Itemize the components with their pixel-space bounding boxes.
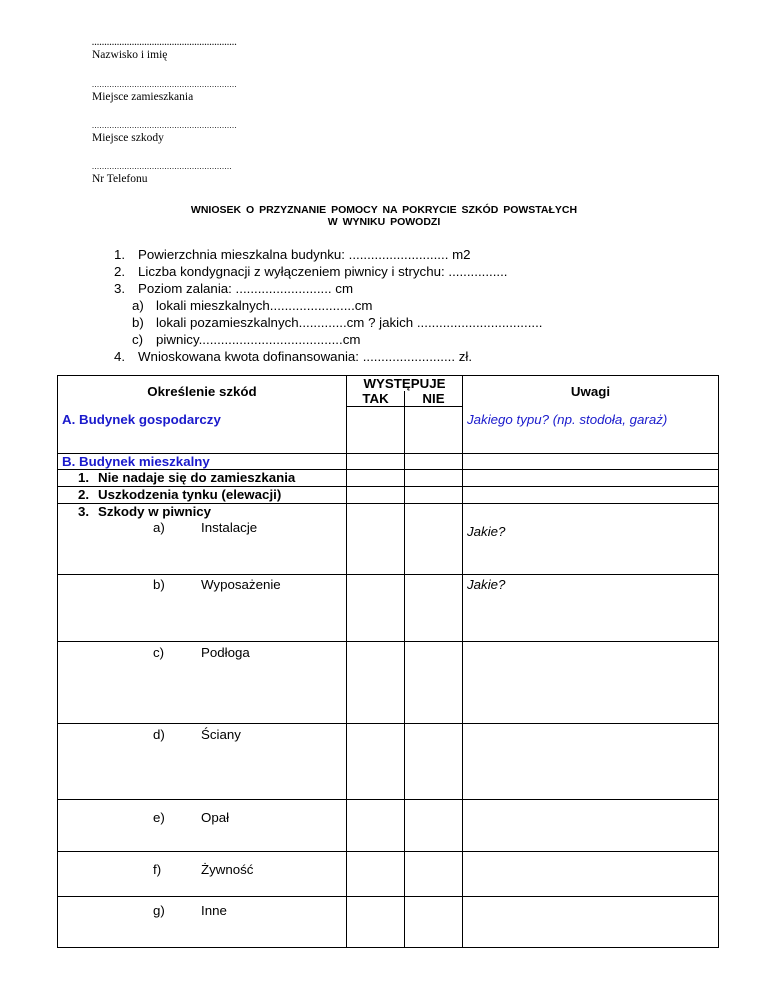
table-row-b1 — [58, 470, 719, 487]
basement-cell — [58, 504, 347, 575]
field-damage-place — [92, 121, 237, 145]
question-list — [114, 246, 542, 365]
fill-line: .......................................................... — [92, 121, 237, 130]
question-item — [114, 280, 542, 297]
question-item — [114, 263, 542, 280]
no-cell[interactable] — [405, 487, 463, 504]
header-occurs-label: WYSTĘPUJE — [363, 376, 446, 391]
no-cell[interactable] — [405, 724, 463, 800]
header-yes-no — [347, 391, 462, 406]
yes-cell[interactable] — [347, 487, 405, 504]
table-header-row — [58, 376, 719, 407]
field-phone — [92, 162, 232, 186]
notes-cell[interactable] — [463, 897, 719, 948]
header-no: NIE — [404, 391, 462, 406]
notes-cell[interactable] — [463, 470, 719, 487]
basement-cell: g) Inne — [58, 897, 347, 948]
yes-cell[interactable] — [347, 454, 405, 470]
header-occurs — [347, 376, 463, 407]
question-number: 4. — [114, 349, 126, 364]
table-row-section-a — [58, 407, 719, 454]
document-title — [0, 204, 768, 228]
field-label: Nazwisko i imię — [92, 49, 168, 61]
basement-item: a) Instalacje — [153, 520, 258, 535]
notes-cell[interactable] — [463, 575, 719, 642]
table-row-basement-d — [58, 724, 719, 800]
question-number: 2. — [114, 264, 126, 279]
no-cell[interactable] — [405, 642, 463, 724]
flood-level-letter: c) — [132, 332, 144, 347]
notes-cell[interactable] — [463, 487, 719, 504]
yes-cell[interactable] — [347, 800, 405, 852]
field-name — [92, 38, 237, 62]
no-cell[interactable] — [405, 575, 463, 642]
yes-cell[interactable] — [347, 407, 405, 454]
no-cell[interactable] — [405, 800, 463, 852]
yes-cell[interactable] — [347, 724, 405, 800]
fill-line: .......................................................... — [92, 80, 237, 89]
table-row-basement-e — [58, 800, 719, 852]
note-text: Jakie? — [467, 577, 506, 592]
no-cell[interactable] — [405, 852, 463, 897]
section-b-item: 3. Szkody w piwnicy — [78, 504, 212, 519]
field-label: Nr Telefonu — [92, 173, 148, 185]
basement-cell: c) Podłoga — [58, 642, 347, 724]
table-row-b2 — [58, 487, 719, 504]
no-cell[interactable] — [405, 454, 463, 470]
field-label: Miejsce szkody — [92, 132, 164, 144]
basement-cell: e) Opał — [58, 800, 347, 852]
question-text: Liczba kondygnacji z wyłączeniem piwnicy i strychu: ................ — [138, 264, 508, 279]
header-yes: TAK — [362, 391, 389, 406]
section-b-label: B. Budynek mieszkalny — [58, 454, 347, 470]
flood-level-letter: a) — [132, 298, 144, 313]
table-row-basement-c — [58, 642, 719, 724]
fill-line: ........................................................ — [92, 162, 232, 171]
section-b-item: 1. Nie nadaje się do zamieszkania — [58, 470, 347, 487]
flood-level-item — [114, 331, 542, 348]
table-row-basement-g — [58, 897, 719, 948]
basement-cell: f) Żywność — [58, 852, 347, 897]
question-item — [114, 246, 542, 263]
question-number: 1. — [114, 247, 126, 262]
field-residence — [92, 80, 237, 104]
flood-level-letter: b) — [132, 315, 144, 330]
table-row-basement-a — [58, 504, 719, 575]
yes-cell[interactable] — [347, 897, 405, 948]
notes-cell[interactable] — [463, 724, 719, 800]
title-line-2: W WYNIKU POWODZI — [327, 216, 441, 228]
notes-cell[interactable] — [463, 642, 719, 724]
yes-cell[interactable] — [347, 470, 405, 487]
flood-level-text: piwnicy.......................................cm — [156, 332, 361, 347]
question-text: Powierzchnia mieszkalna budynku: ........................... m2 — [138, 247, 471, 262]
field-label: Miejsce zamieszkania — [92, 91, 194, 103]
question-item — [114, 348, 542, 365]
no-cell[interactable] — [405, 470, 463, 487]
no-cell[interactable] — [405, 897, 463, 948]
note-text: Jakie? — [467, 524, 506, 539]
notes-cell[interactable] — [463, 454, 719, 470]
damage-table — [57, 375, 719, 948]
question-number: 3. — [114, 281, 126, 296]
no-cell[interactable] — [405, 504, 463, 575]
question-text: Wnioskowana kwota dofinansowania: ......................... zł. — [138, 349, 473, 364]
table-row-basement-f — [58, 852, 719, 897]
flood-level-text: lokali pozamieszkalnych.............cm ? jakich .................................. — [156, 315, 543, 330]
header-damage: Określenie szkód — [58, 376, 347, 407]
fill-line: .......................................................... — [92, 38, 237, 47]
yes-cell[interactable] — [347, 642, 405, 724]
yes-cell[interactable] — [347, 852, 405, 897]
header-notes: Uwagi — [463, 376, 719, 407]
notes-cell[interactable] — [463, 504, 719, 575]
section-a-note: Jakiego typu? (np. stodoła, garaż) — [463, 407, 719, 454]
question-text: Poziom zalania: .......................... cm — [138, 281, 354, 296]
title-line-1: WNIOSEK O PRZYZNANIE POMOCY NA POKRYCIE SZKÓD POWSTAŁYCH — [190, 204, 578, 216]
yes-cell[interactable] — [347, 504, 405, 575]
yes-cell[interactable] — [347, 575, 405, 642]
notes-cell[interactable] — [463, 800, 719, 852]
section-b-item: 2. Uszkodzenia tynku (elewacji) — [58, 487, 347, 504]
no-cell[interactable] — [405, 407, 463, 454]
basement-cell: b) Wyposażenie — [58, 575, 347, 642]
basement-cell: d) Ściany — [58, 724, 347, 800]
table-row-basement-b — [58, 575, 719, 642]
flood-level-item — [114, 314, 542, 331]
table-row-section-b — [58, 454, 719, 470]
notes-cell[interactable] — [463, 852, 719, 897]
section-a-label: A. Budynek gospodarczy — [58, 407, 347, 454]
flood-level-text: lokali mieszkalnych.......................cm — [156, 298, 373, 313]
flood-level-item — [114, 297, 542, 314]
